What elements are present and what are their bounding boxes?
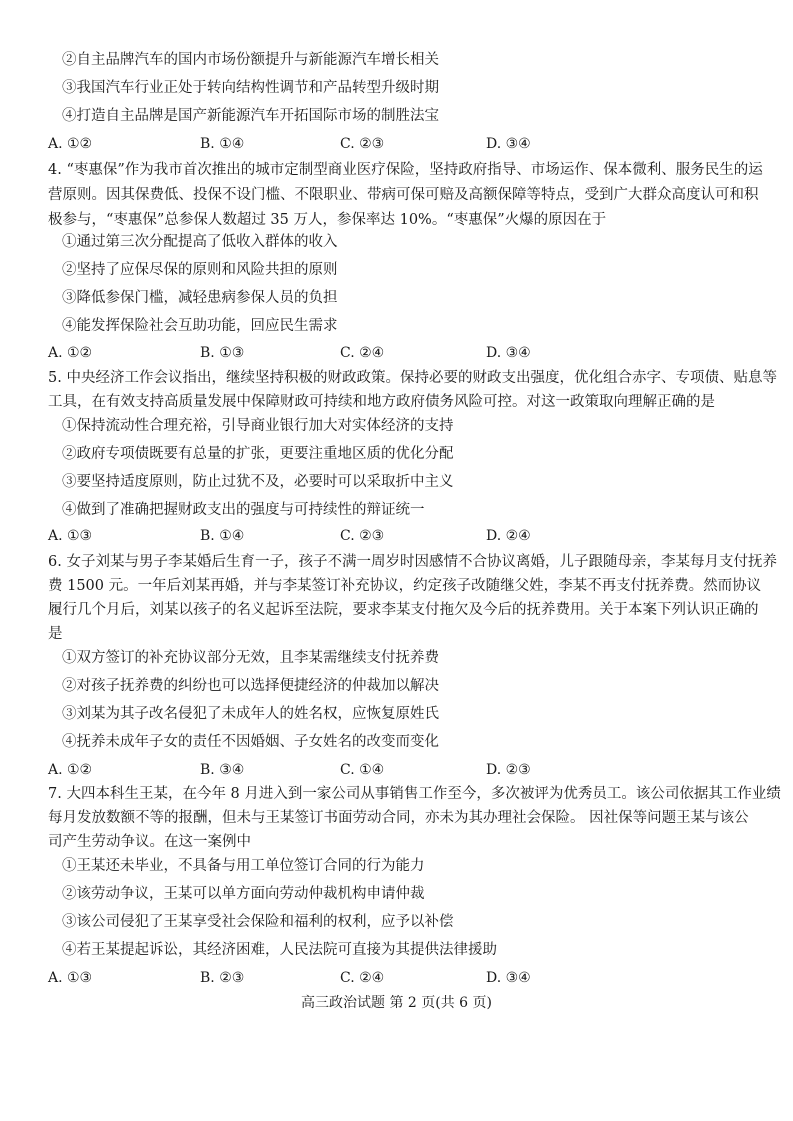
q4-stem-line-3: 极参与，“枣惠保”总参保人数超过 35 万人，参保率达 10%。“枣惠保”火爆的原因在于 [48, 212, 607, 228]
q6-option-3: ③刘某为其子改名侵犯了未成年人的姓名权，应恢复原姓氏 [62, 706, 439, 722]
q3-option-3: ③我国汽车行业正处于转向结构性调节和产品转型升级时期 [62, 80, 439, 96]
q5-choice-b: B. ①④ [200, 528, 245, 544]
q4-option-1: ①通过第三次分配提高了低收入群体的收入 [62, 234, 338, 250]
q7-option-3: ③该公司侵犯了王某享受社会保险和福利的权利，应予以补偿 [62, 914, 454, 930]
q3-option-2: ②自主品牌汽车的国内市场份额提升与新能源汽车增长相关 [62, 52, 439, 68]
q4-option-3: ③降低参保门槛，减轻患病参保人员的负担 [62, 290, 338, 306]
q6-option-2: ②对孩子抚养费的纠纷也可以选择便捷经济的仲裁加以解决 [62, 678, 439, 694]
q6-choice-d: D. ②③ [486, 762, 531, 778]
q6-choice-c: C. ①④ [340, 762, 385, 778]
q3-choice-b: B. ①④ [200, 136, 245, 152]
q4-choice-c: C. ②④ [340, 345, 385, 361]
q5-option-2: ②政府专项债既要有总量的扩张，更要注重地区质的优化分配 [62, 446, 454, 462]
q4-choices [48, 343, 758, 363]
q3-option-4: ④打造自主品牌是国产新能源汽车开拓国际市场的制胜法宝 [62, 108, 439, 124]
q6-choice-b: B. ③④ [200, 762, 245, 778]
q7-choice-b: B. ②③ [200, 970, 245, 986]
q3-choice-c: C. ②③ [340, 136, 385, 152]
q6-option-1: ①双方签订的补充协议部分无效，且李某需继续支付抚养费 [62, 650, 439, 666]
q6-stem-line-2: 费 1500 元。一年后刘某再婚，并与李某签订补充协议，约定孩子改随继父姓，李某不再支付抚养费。然而协议 [48, 578, 762, 594]
q6-stem-line-3: 履行几个月后，刘某以孩子的名义起诉至法院，要求李某支付拖欠及今后的抚养费用。关于本案下列认识正确的 [48, 602, 759, 618]
q7-choice-a: A. ①③ [48, 970, 93, 986]
q7-option-1: ①王某还未毕业，不具备与用工单位签订合同的行为能力 [62, 858, 425, 874]
q7-option-2: ②该劳动争议，王某可以单方面向劳动仲裁机构申请仲裁 [62, 886, 425, 902]
q7-stem-line-3: 司产生劳动争议。在这一案例中 [48, 834, 251, 850]
q7-option-4: ④若王某提起诉讼，其经济困难，人民法院可直接为其提供法律援助 [62, 942, 497, 958]
q4-choice-d: D. ③④ [486, 345, 531, 361]
q6-choices [48, 760, 758, 780]
q7-stem-line-2: 每月发放数额不等的报酬，但未与王某签订书面劳动合同，亦未为其办理社会保险。 因社保等问题王某与该公 [48, 810, 749, 826]
q4-option-2: ②坚持了应保尽保的原则和风险共担的原则 [62, 262, 338, 278]
q7-choices [48, 968, 758, 988]
q4-stem-line-2: 营原则。因其保费低、投保不设门槛、不限职业、带病可保可赔及高额保障等特点，受到广大群众高度认可和积 [48, 187, 759, 203]
q7-stem-line-1: 7. 大四本科生王某，在今年 8 月进入到一家公司从事销售工作至今，多次被评为优秀员工。该公司依据其工作业绩 [48, 786, 781, 802]
q5-choice-c: C. ②③ [340, 528, 385, 544]
q5-choice-d: D. ②④ [486, 528, 531, 544]
q6-stem-line-1: 6. 女子刘某与男子李某婚后生育一子，孩子不满一周岁时因感情不合协议离婚，儿子跟随母亲，李某每月支付抚养 [48, 554, 777, 570]
q7-choice-d: D. ③④ [486, 970, 531, 986]
q3-choice-a: A. ①② [48, 136, 93, 152]
q5-choices [48, 526, 758, 546]
q4-choice-b: B. ①③ [200, 345, 245, 361]
q6-choice-a: A. ①② [48, 762, 93, 778]
q5-choice-a: A. ①③ [48, 528, 93, 544]
q4-stem-line-1: 4. “枣惠保”作为我市首次推出的城市定制型商业医疗保险，坚持政府指导、市场运作、保本微利、服务民生的运 [48, 162, 763, 178]
q3-choices [48, 134, 758, 154]
page-footer: 高三政治试题 第 2 页(共 6 页) [301, 995, 492, 1011]
q6-option-4: ④抚养未成年子女的责任不因婚姻、子女姓名的改变而变化 [62, 734, 439, 750]
q5-option-4: ④做到了准确把握财政支出的强度与可持续性的辩证统一 [62, 502, 425, 518]
q5-option-3: ③要坚持适度原则，防止过犹不及，必要时可以采取折中主义 [62, 474, 454, 490]
q4-option-4: ④能发挥保险社会互助功能，回应民生需求 [62, 318, 338, 334]
q6-stem-line-4: 是 [48, 626, 63, 642]
q3-choice-d: D. ③④ [486, 136, 531, 152]
q5-stem-line-1: 5. 中央经济工作会议指出，继续坚持积极的财政政策。保持必要的财政支出强度，优化组合赤字、专项债、贴息等 [48, 370, 777, 386]
q7-choice-c: C. ②④ [340, 970, 385, 986]
q5-option-1: ①保持流动性合理充裕，引导商业银行加大对实体经济的支持 [62, 418, 454, 434]
q5-stem-line-2: 工具，在有效支持高质量发展中保障财政可持续和地方政府债务风险可控。对这一政策取向理解正确的是 [48, 394, 715, 410]
q4-choice-a: A. ①② [48, 345, 93, 361]
